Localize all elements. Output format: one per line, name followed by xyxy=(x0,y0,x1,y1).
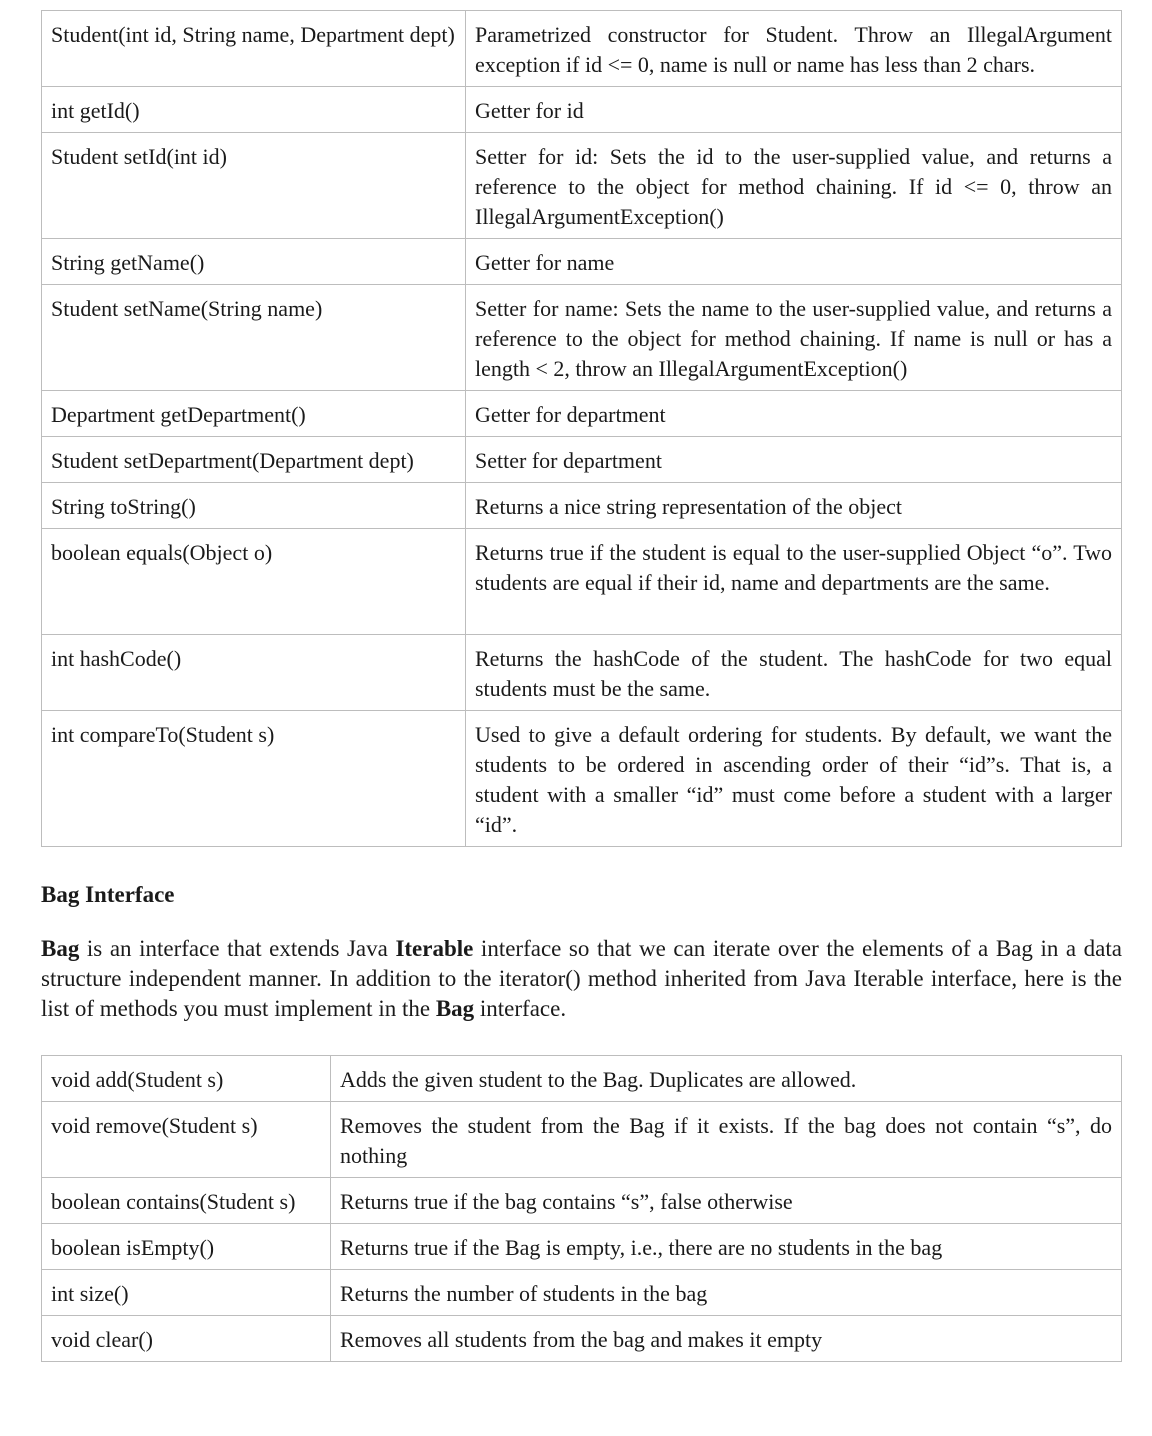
method-description: Returns true if the bag contains “s”, false otherwise xyxy=(331,1178,1122,1224)
table-row xyxy=(42,529,1122,635)
table-row xyxy=(42,87,1122,133)
table-row xyxy=(42,635,1122,711)
table-row xyxy=(42,1316,1122,1362)
method-signature: Student setName(String name) xyxy=(42,285,466,391)
method-signature: void add(Student s) xyxy=(42,1056,331,1102)
method-signature: boolean equals(Object o) xyxy=(42,529,466,635)
method-signature: void clear() xyxy=(42,1316,331,1362)
table-row xyxy=(42,239,1122,285)
bag-methods-table xyxy=(41,1055,1122,1362)
table-row xyxy=(42,1224,1122,1270)
intro-text: interface. xyxy=(474,996,567,1021)
table-row xyxy=(42,1270,1122,1316)
method-signature: boolean isEmpty() xyxy=(42,1224,331,1270)
method-signature: int hashCode() xyxy=(42,635,466,711)
method-description: Removes all students from the bag and makes it empty xyxy=(331,1316,1122,1362)
intro-text: interface so that we can iterate over the elements of a Bag in a data structure independent manner. In addition to the iterator() method inherited from Java Iterable interface, here is the list of methods you must implement in the xyxy=(41,936,1122,1021)
bag-intro-paragraph xyxy=(41,934,1122,1024)
method-description: Removes the student from the Bag if it exists. If the bag does not contain “s”, do nothing xyxy=(331,1102,1122,1178)
table-row xyxy=(42,437,1122,483)
method-description: Setter for id: Sets the id to the user-supplied value, and returns a reference to the object for method chaining. If id <= 0, throw an IllegalArgumentException() xyxy=(466,133,1122,239)
table-row xyxy=(42,483,1122,529)
table-row xyxy=(42,1056,1122,1102)
method-description: Getter for name xyxy=(466,239,1122,285)
method-signature: boolean contains(Student s) xyxy=(42,1178,331,1224)
intro-text: is an interface that extends Java xyxy=(79,936,396,961)
method-description: Returns true if the Bag is empty, i.e., there are no students in the bag xyxy=(331,1224,1122,1270)
method-signature: String toString() xyxy=(42,483,466,529)
method-description: Used to give a default ordering for students. By default, we want the students to be ordered in ascending order of their “id”s. That is, a student with a smaller “id” must come before a student with a larger “id”. xyxy=(466,711,1122,847)
table-row xyxy=(42,711,1122,847)
table-row xyxy=(42,285,1122,391)
method-signature: int compareTo(Student s) xyxy=(42,711,466,847)
method-description: Parametrized constructor for Student. Throw an IllegalArgument exception if id <= 0, name is null or name has less than 2 chars. xyxy=(466,11,1122,87)
method-signature: Student(int id, String name, Department dept) xyxy=(42,11,466,87)
method-signature: int getId() xyxy=(42,87,466,133)
method-description: Returns the hashCode of the student. The hashCode for two equal students must be the same. xyxy=(466,635,1122,711)
method-description: Getter for id xyxy=(466,87,1122,133)
table-row xyxy=(42,1178,1122,1224)
table-row xyxy=(42,11,1122,87)
method-description: Setter for name: Sets the name to the user-supplied value, and returns a reference to the object for method chaining. If name is null or has a length < 2, throw an IllegalArgumentException() xyxy=(466,285,1122,391)
method-signature: String getName() xyxy=(42,239,466,285)
intro-term-iterable: Iterable xyxy=(395,936,474,961)
student-methods-table xyxy=(41,10,1122,847)
section-heading: Bag Interface xyxy=(41,882,175,907)
method-description: Setter for department xyxy=(466,437,1122,483)
table-row xyxy=(42,391,1122,437)
method-description: Returns true if the student is equal to the user-supplied Object “o”. Two students are equal if their id, name and departments are the same. xyxy=(466,529,1122,635)
method-signature: int size() xyxy=(42,1270,331,1316)
method-description: Adds the given student to the Bag. Duplicates are allowed. xyxy=(331,1056,1122,1102)
table-row xyxy=(42,133,1122,239)
method-description: Returns a nice string representation of the object xyxy=(466,483,1122,529)
method-signature: void remove(Student s) xyxy=(42,1102,331,1178)
method-description: Returns the number of students in the bag xyxy=(331,1270,1122,1316)
method-description: Getter for department xyxy=(466,391,1122,437)
intro-term-bag: Bag xyxy=(435,996,475,1021)
method-signature: Department getDepartment() xyxy=(42,391,466,437)
method-signature: Student setDepartment(Department dept) xyxy=(42,437,466,483)
intro-term-bag: Bag xyxy=(41,936,80,961)
table-row xyxy=(42,1102,1122,1178)
method-signature: Student setId(int id) xyxy=(42,133,466,239)
